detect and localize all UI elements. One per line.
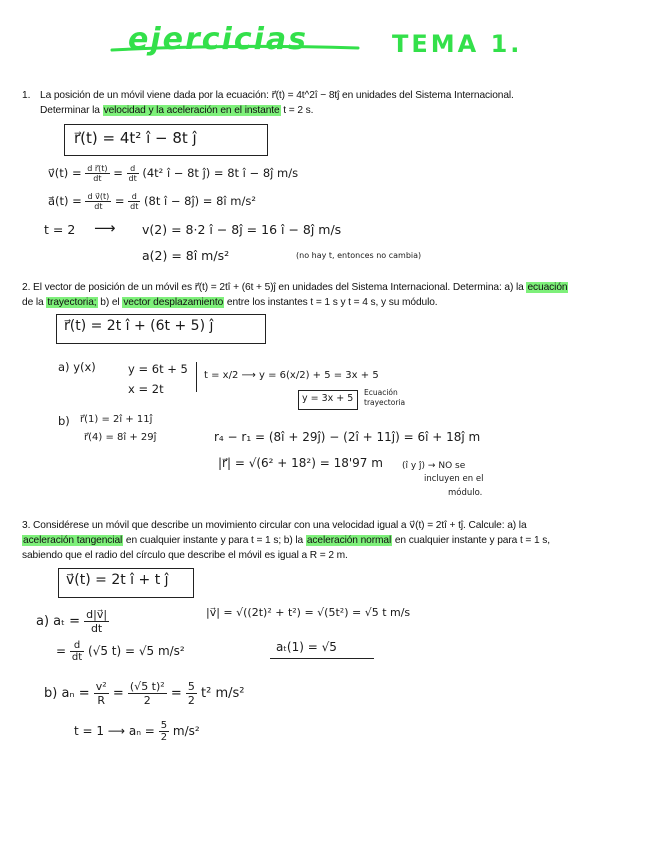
ex1-acceleration-line: a⃗(t) = $\frac{\text{d v⃗(t)}}{dt}$ = $\frac{d}{dt}$ (8t î − 8ĵ) = 8î m/s² xyxy=(48,192,256,211)
ex3-statement-line2: aceleración tangencial en cualquier instante y para t = 1 s; b) la aceleración normal en cualquier instante y para t = 1 s, xyxy=(23,535,551,546)
ex2-x-eq: x = 2t xyxy=(128,382,164,396)
ex1-statement-line1: La posición de un móvil viene dada por la ecuación: r⃗(t) = 4t^2î − 8tĵ en unidades del Sistema Internacional. xyxy=(40,90,514,101)
ex1-statement-line2: Determinar la velocidad y la aceleración en el instante t = 2 s. xyxy=(40,105,314,116)
ex2-statement-line1: 2. El vector de posición de un móvil es r⃗(t) = 2tî + (6t + 5)ĵ en unidades del Sistema Internacional. Determina: a) la ecuación xyxy=(22,282,568,293)
highlight-tangencial: aceleración tangencial xyxy=(23,535,123,546)
ex2-a-label: a) y(x) xyxy=(58,360,96,374)
ex2-displacement: r₄ − r₁ = (8î + 29ĵ) − (2î + 11ĵ) = 6î + 18ĵ m xyxy=(214,430,481,444)
arrow-icon: ⟶ xyxy=(94,219,116,237)
ex2-boxed-text: r⃗(t) = 2t î + (6t + 5) ĵ xyxy=(64,318,214,334)
ex2-note3: módulo. xyxy=(448,488,483,498)
ex3-statement-line1: 3. Considérese un móvil que describe un movimiento circular con una velocidad igual a v⃗(t) = 2tî + tĵ. Calcule: a) la xyxy=(22,520,527,531)
highlight-normal: aceleración normal xyxy=(306,535,392,546)
ex2-substitution: t = x/2 ⟶ y = 6(x/2) + 5 = 3x + 5 xyxy=(204,370,379,381)
ex2-note1: (î y ĵ) → NO se xyxy=(402,461,466,471)
ex2-r1: r⃗(1) = 2î + 11ĵ xyxy=(80,414,153,425)
ex1-t-equals-2: t = 2 xyxy=(44,222,76,237)
ex2-y-eq: y = 6t + 5 xyxy=(128,362,188,376)
ex3-an-line: b) aₙ = $\frac{\text{v²}}{R}$ = $\frac{\text{(√5 t)²}}{2}$ = $\frac{5}{2}$ t² m/s² xyxy=(44,680,245,707)
brace-divider xyxy=(196,362,197,392)
ex3-t1-line: t = 1 ⟶ aₙ = $\frac{5}{2}$ m/s² xyxy=(74,720,200,743)
page-title: ejercicias xyxy=(128,22,309,57)
ex2-note2: incluyen en el xyxy=(424,474,484,484)
ex3-modv: |v⃗| = √((2t)² + t²) = √(5t²) = √5 t m/s xyxy=(206,606,411,619)
ex3-a-line: a) aₜ = $\frac{d|v⃗|}{dt}$ xyxy=(36,608,108,635)
ex2-statement-line2: de la trayectoria; b) el vector desplazamiento entre los instantes t = 1 s y t = 4 s, y su módulo. xyxy=(22,297,438,308)
highlight-ecuacion: ecuación xyxy=(527,282,568,293)
ex3-boxed-text: v⃗(t) = 2t î + t ĵ xyxy=(66,572,169,588)
ex1-velocity-line: v⃗(t) = $\frac{\text{d r⃗(t)}}{dt}$ = $\frac{d}{dt}$ (4t² î − 8t ĵ) = 8t î − 8ĵ m/s xyxy=(48,164,299,183)
ex3-at1: aₜ(1) = √5 xyxy=(276,640,337,654)
at1-underline xyxy=(270,658,374,659)
ex2-modulus: |r⃗| = √(6² + 18²) = 18'97 m xyxy=(218,456,383,470)
tema-heading: TEMA 1. xyxy=(392,30,523,58)
ex2-result-note2: trayectoria xyxy=(364,398,406,407)
ex2-b-label: b) xyxy=(58,414,70,428)
ex3-at-derivation: = $\frac{d}{dt}$ (√5 t) = √5 m/s² xyxy=(56,640,185,663)
ex1-a2: a(2) = 8î m/s² xyxy=(142,248,230,263)
ex1-a2-note: (no hay t, entonces no cambia) xyxy=(296,251,422,260)
ex1-number: 1. xyxy=(22,90,31,101)
ex3-statement-line3: sabiendo que el radio del círculo que describe el móvil es igual a R = 2 m. xyxy=(22,550,348,561)
highlight-desplazamiento: vector desplazamiento xyxy=(123,297,224,308)
ex1-v2: v(2) = 8·2 î − 8ĵ = 16 î − 8ĵ m/s xyxy=(142,222,342,237)
ex2-r4: r⃗(4) = 8î + 29ĵ xyxy=(84,432,157,443)
ex2-result-note1: Ecuación xyxy=(364,388,398,397)
highlight-velocidad: velocidad y la aceleración en el instante xyxy=(103,105,280,116)
ex1-boxed-text: r⃗(t) = 4t² î − 8t ĵ xyxy=(74,129,197,147)
highlight-trayectoria: trayectoria; xyxy=(47,297,97,308)
ex2-result-text: y = 3x + 5 xyxy=(302,393,354,404)
